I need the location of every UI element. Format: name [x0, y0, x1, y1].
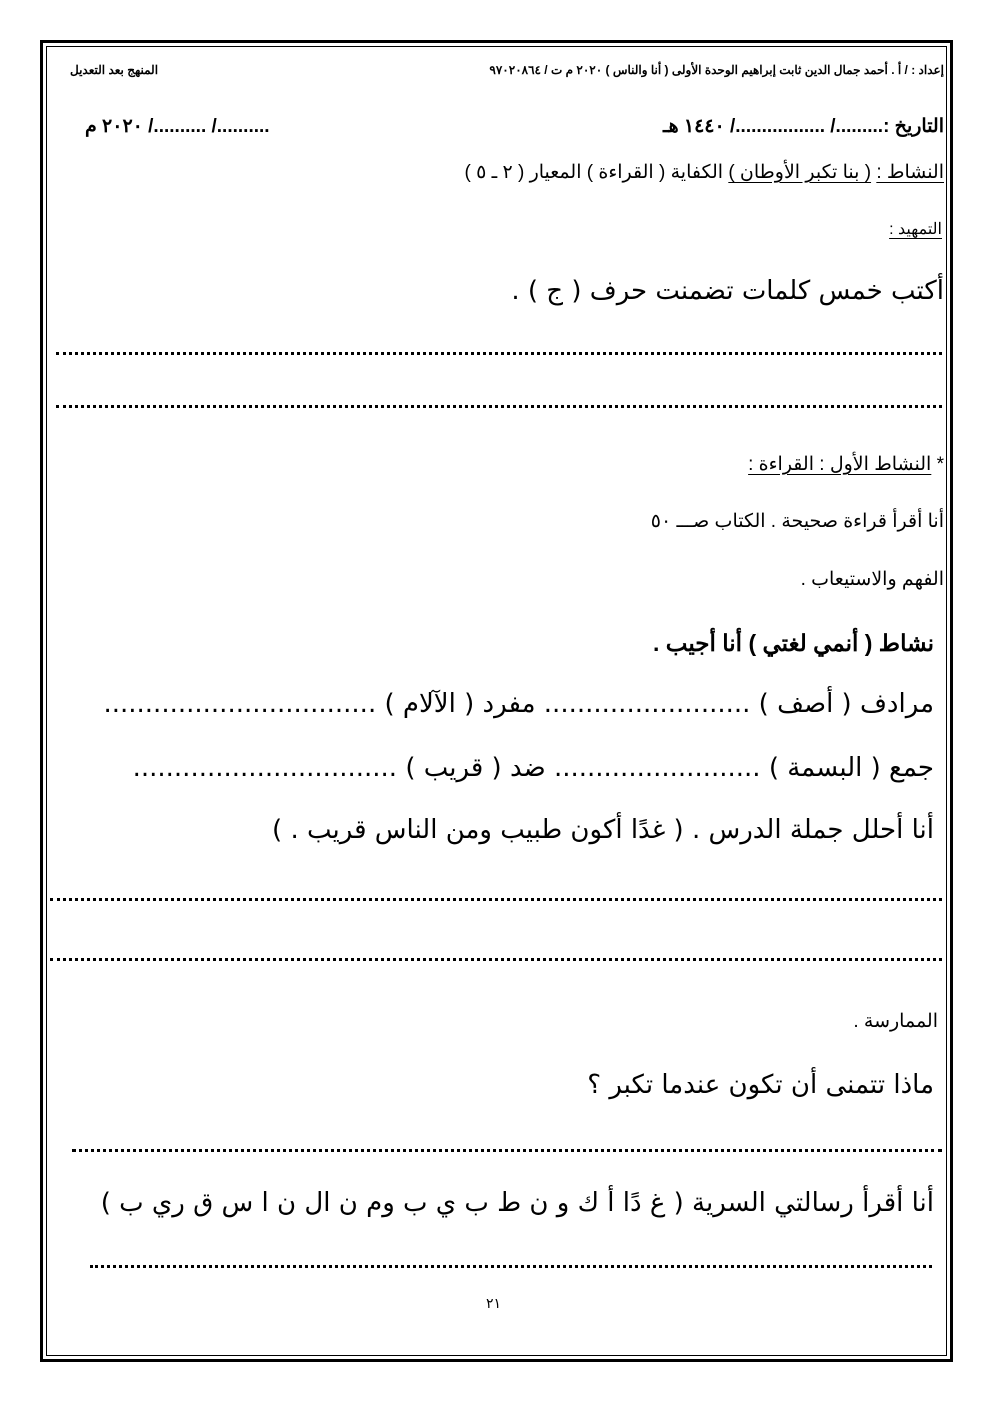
answer-line-5[interactable]: [72, 1149, 942, 1152]
activity-label: النشاط :: [876, 162, 944, 183]
reading-heading: النشاط الأول : القراءة :: [748, 454, 932, 475]
reading-star: *: [936, 454, 944, 475]
language-heading: نشاط ( أنمي لغتي ) أنا أجيب .: [652, 630, 934, 656]
answer-line-2[interactable]: [56, 405, 942, 408]
activity-title: ( بنا تكبر الأوطان ): [728, 162, 872, 183]
answer-line-6[interactable]: [90, 1265, 932, 1268]
practice-heading: الممارسة .: [853, 1011, 938, 1032]
synonym-singular-row: مرادف ( أصف ) ......................... مفرد ( الآلام ) .................................: [103, 689, 934, 719]
intro-heading: التمهيد :: [889, 221, 942, 238]
reading-instruction: أنا أقرأ قراءة صحيحة . الكتاب صـــ ٥٠: [650, 511, 944, 532]
author-line: إعداد : / أ . أحمد جمال الدين ثابت إبراهيم الوحدة الأولى ( أنا والناس ) ٢٠٢٠ م ت / ٩٧٠٢٠٨٦٤: [489, 63, 944, 77]
page-number: ٢١: [486, 1296, 502, 1312]
curriculum-note: المنهج بعد التعديل: [70, 63, 159, 77]
answer-line-4[interactable]: [50, 958, 942, 961]
secret-message: أنا أقرأ رسالتي السرية ( غ دًا أ ك و ن ط ب ي ب وم ن ال ن ا س ق ري ب ): [100, 1188, 934, 1218]
date-gregorian: ........../ ........../ ٢٠٢٠ م: [85, 116, 270, 137]
answer-line-1[interactable]: [56, 352, 942, 355]
date-hijri: التاريخ :........./ ................./ ١٤٤٠ هـ: [663, 116, 944, 137]
analyze-sentence: أنا أحلل جملة الدرس . ( غدًا أكون طبيب ومن الناس قريب . ): [272, 815, 934, 845]
answer-line-3[interactable]: [50, 898, 942, 901]
activity-competence: الكفاية ( القراءة ) المعيار ( ٢ ـ ٥ ): [464, 162, 724, 183]
plural-antonym-row: جمع ( البسمة ) ......................... ضد ( قريب ) ................................: [132, 753, 934, 783]
practice-question: ماذا تتمنى أن تكون عندما تكبر ؟: [587, 1070, 934, 1100]
comprehension-label: الفهم والاستيعاب .: [800, 569, 944, 590]
intro-task: أكتب خمس كلمات تضمنت حرف ( ج ) .: [511, 276, 944, 306]
